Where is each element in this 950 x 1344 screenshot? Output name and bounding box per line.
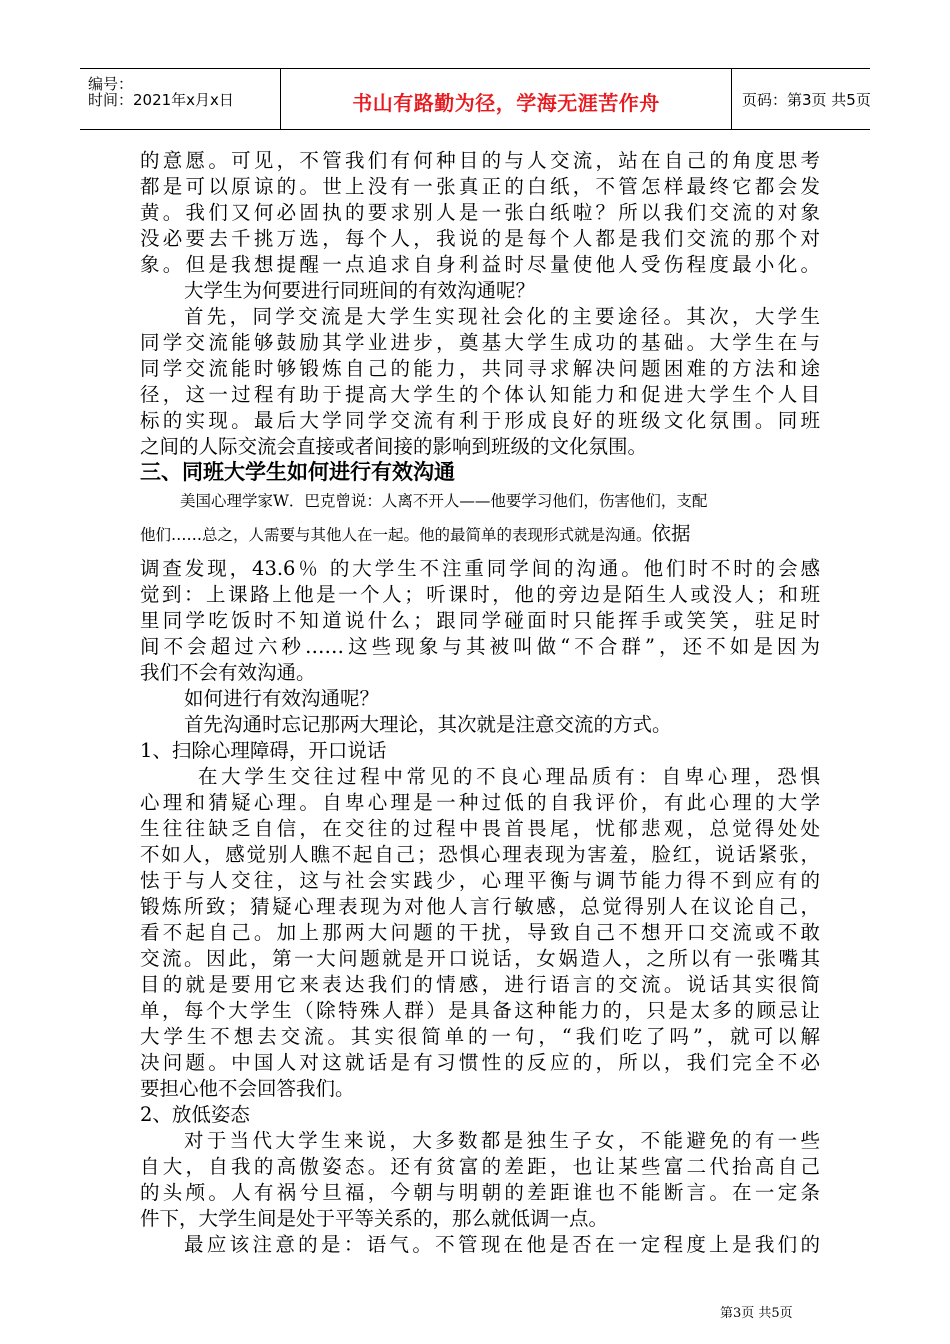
- quote-line-text: 他们……总之，人需要与其他人在一起。他的最简单的表现形式就是沟通。: [140, 526, 652, 544]
- paragraph-line: 象。但是我想提醒一点追求自身利益时尽量使他人受伤程度最小化。: [140, 253, 820, 276]
- paragraph-line: 件下，大学生间是处于平等关系的，那么就低调一点。: [140, 1207, 609, 1230]
- paragraph-line: 要担心他不会回答我们。: [140, 1077, 355, 1100]
- paragraph-line: 觉到：上课路上他是一个人；听课时，他的旁边是陌生人或没人；和班: [140, 583, 820, 606]
- serial-number-label: 编号：: [88, 75, 134, 93]
- header-motto: 书山有路勤为径，学海无涯苦作舟: [352, 91, 660, 115]
- paragraph-line: 调查发现，43.6％ 的大学生不注重同学间的沟通。他们时不时的会感: [140, 557, 820, 580]
- paragraph-line: 没必要去千挑万选，每个人，我说的是每个人都是我们交流的那个对: [140, 227, 820, 250]
- paragraph-line: 同学交流能时够锻炼自己的能力，共同寻求解决问题困难的方法和途: [140, 357, 820, 380]
- page-header: [80, 68, 870, 130]
- header-page-code: 页码：第3页 共5页: [742, 91, 871, 109]
- paragraph-line: 黄。我们又何必固执的要求别人是一张白纸啦？所以我们交流的对象: [140, 201, 820, 224]
- quote-line-tail: 依据: [651, 522, 691, 545]
- paragraph-line: 怯于与人交往，这与社会实践少，心理平衡与调节能力得不到应有的: [140, 869, 820, 892]
- header-motto-cell: [280, 69, 732, 129]
- paragraph-line: 大学生不想去交流。其实很简单的一句，“我们吃了吗”，就可以解: [140, 1025, 820, 1048]
- paragraph-line: 不如人，感觉别人瞧不起自己；恐惧心理表现为害羞，脸红，说话紧张，: [140, 843, 820, 866]
- paragraph-line: 的意愿。可见，不管我们有何种目的与人交流，站在自己的角度思考: [140, 149, 820, 172]
- paragraph-line: 在大学生交往过程中常见的不良心理品质有：自卑心理，恐惧: [198, 765, 820, 788]
- paragraph-line: 决问题。中国人对这就话是有习惯性的反应的，所以，我们完全不必: [140, 1051, 820, 1074]
- quote-line: [140, 521, 820, 548]
- paragraph-line: 里同学吃饭时不知道说什么；跟同学碰面时只能挥手或笑笑，驻足时: [140, 609, 820, 632]
- header-meta-cell: [80, 69, 280, 129]
- paragraph-line: 大学生为何要进行同班间的有效沟通呢？: [184, 279, 536, 302]
- paragraph-line: 的头颅。人有祸兮旦福，今朝与明朝的差距谁也不能断言。在一定条: [140, 1181, 820, 1204]
- paragraph-line: 之间的人际交流会直接或者间接的影响到班级的文化氛围。: [140, 435, 648, 458]
- subheading: 2、放低姿态: [140, 1103, 250, 1126]
- paragraph-line: 首先，同学交流是大学生实现社会化的主要途径。其次，大学生: [184, 305, 820, 328]
- paragraph-line: 如何进行有效沟通呢？: [184, 687, 380, 710]
- quote-line: 美国心理学家W．巴克曾说：人离不开人——他要学习他们，伤害他们，支配: [180, 492, 708, 510]
- paragraph-line: 交流。因此，第一大问题就是开口说话，女娲造人，之所以有一张嘴其: [140, 947, 820, 970]
- header-page-cell: [730, 69, 870, 129]
- paragraph-line: 间不会超过六秒……这些现象与其被叫做“不合群”，还不如是因为: [140, 635, 820, 658]
- paragraph-line: 自大，自我的高傲姿态。还有贫富的差距，也让某些富二代抬高自己: [140, 1155, 820, 1178]
- paragraph-line: 对于当代大学生来说，大多数都是独生子女，不能避免的有一些: [184, 1129, 820, 1152]
- date-label: 时间：2021年x月x日: [88, 91, 234, 109]
- paragraph-line: 同学交流能够鼓励其学业进步，奠基大学生成功的基础。大学生在与: [140, 331, 820, 354]
- subheading: 1、扫除心理障碍，开口说话: [140, 739, 387, 762]
- paragraph-line: 径，这一过程有助于提高大学生的个体认知能力和促进大学生个人目: [140, 383, 820, 406]
- page-footer: 第3页 共5页: [720, 1306, 793, 1321]
- paragraph-line: 我们不会有效沟通。: [140, 661, 316, 684]
- paragraph-line: 目的就是要用它来表达我们的情感，进行语言的交流。说话其实很简: [140, 973, 820, 996]
- paragraph-line: 标的实现。最后大学同学交流有利于形成良好的班级文化氛围。同班: [140, 409, 820, 432]
- paragraph-line: 都是可以原谅的。世上没有一张真正的白纸，不管怎样最终它都会发: [140, 175, 820, 198]
- section-heading: 三、同班大学生如何进行有效沟通: [140, 460, 455, 484]
- paragraph-line: 首先沟通时忘记那两大理论，其次就是注意交流的方式。: [184, 713, 672, 736]
- paragraph-line: 心理和猜疑心理。自卑心理是一种过低的自我评价，有此心理的大学: [140, 791, 820, 814]
- paragraph-line: 看不起自己。加上那两大问题的干扰，导致自己不想开口交流或不敢: [140, 921, 820, 944]
- paragraph-line: 锻炼所致；猜疑心理表现为对他人言行敏感，总觉得别人在议论自己，: [140, 895, 820, 918]
- paragraph-line: 最应该注意的是：语气。不管现在他是否在一定程度上是我们的: [184, 1233, 820, 1256]
- paragraph-line: 生往往缺乏自信，在交往的过程中畏首畏尾，忧郁悲观，总觉得处处: [140, 817, 820, 840]
- paragraph-line: 单，每个大学生（除特殊人群）是具备这种能力的，只是太多的顾忌让: [140, 999, 820, 1022]
